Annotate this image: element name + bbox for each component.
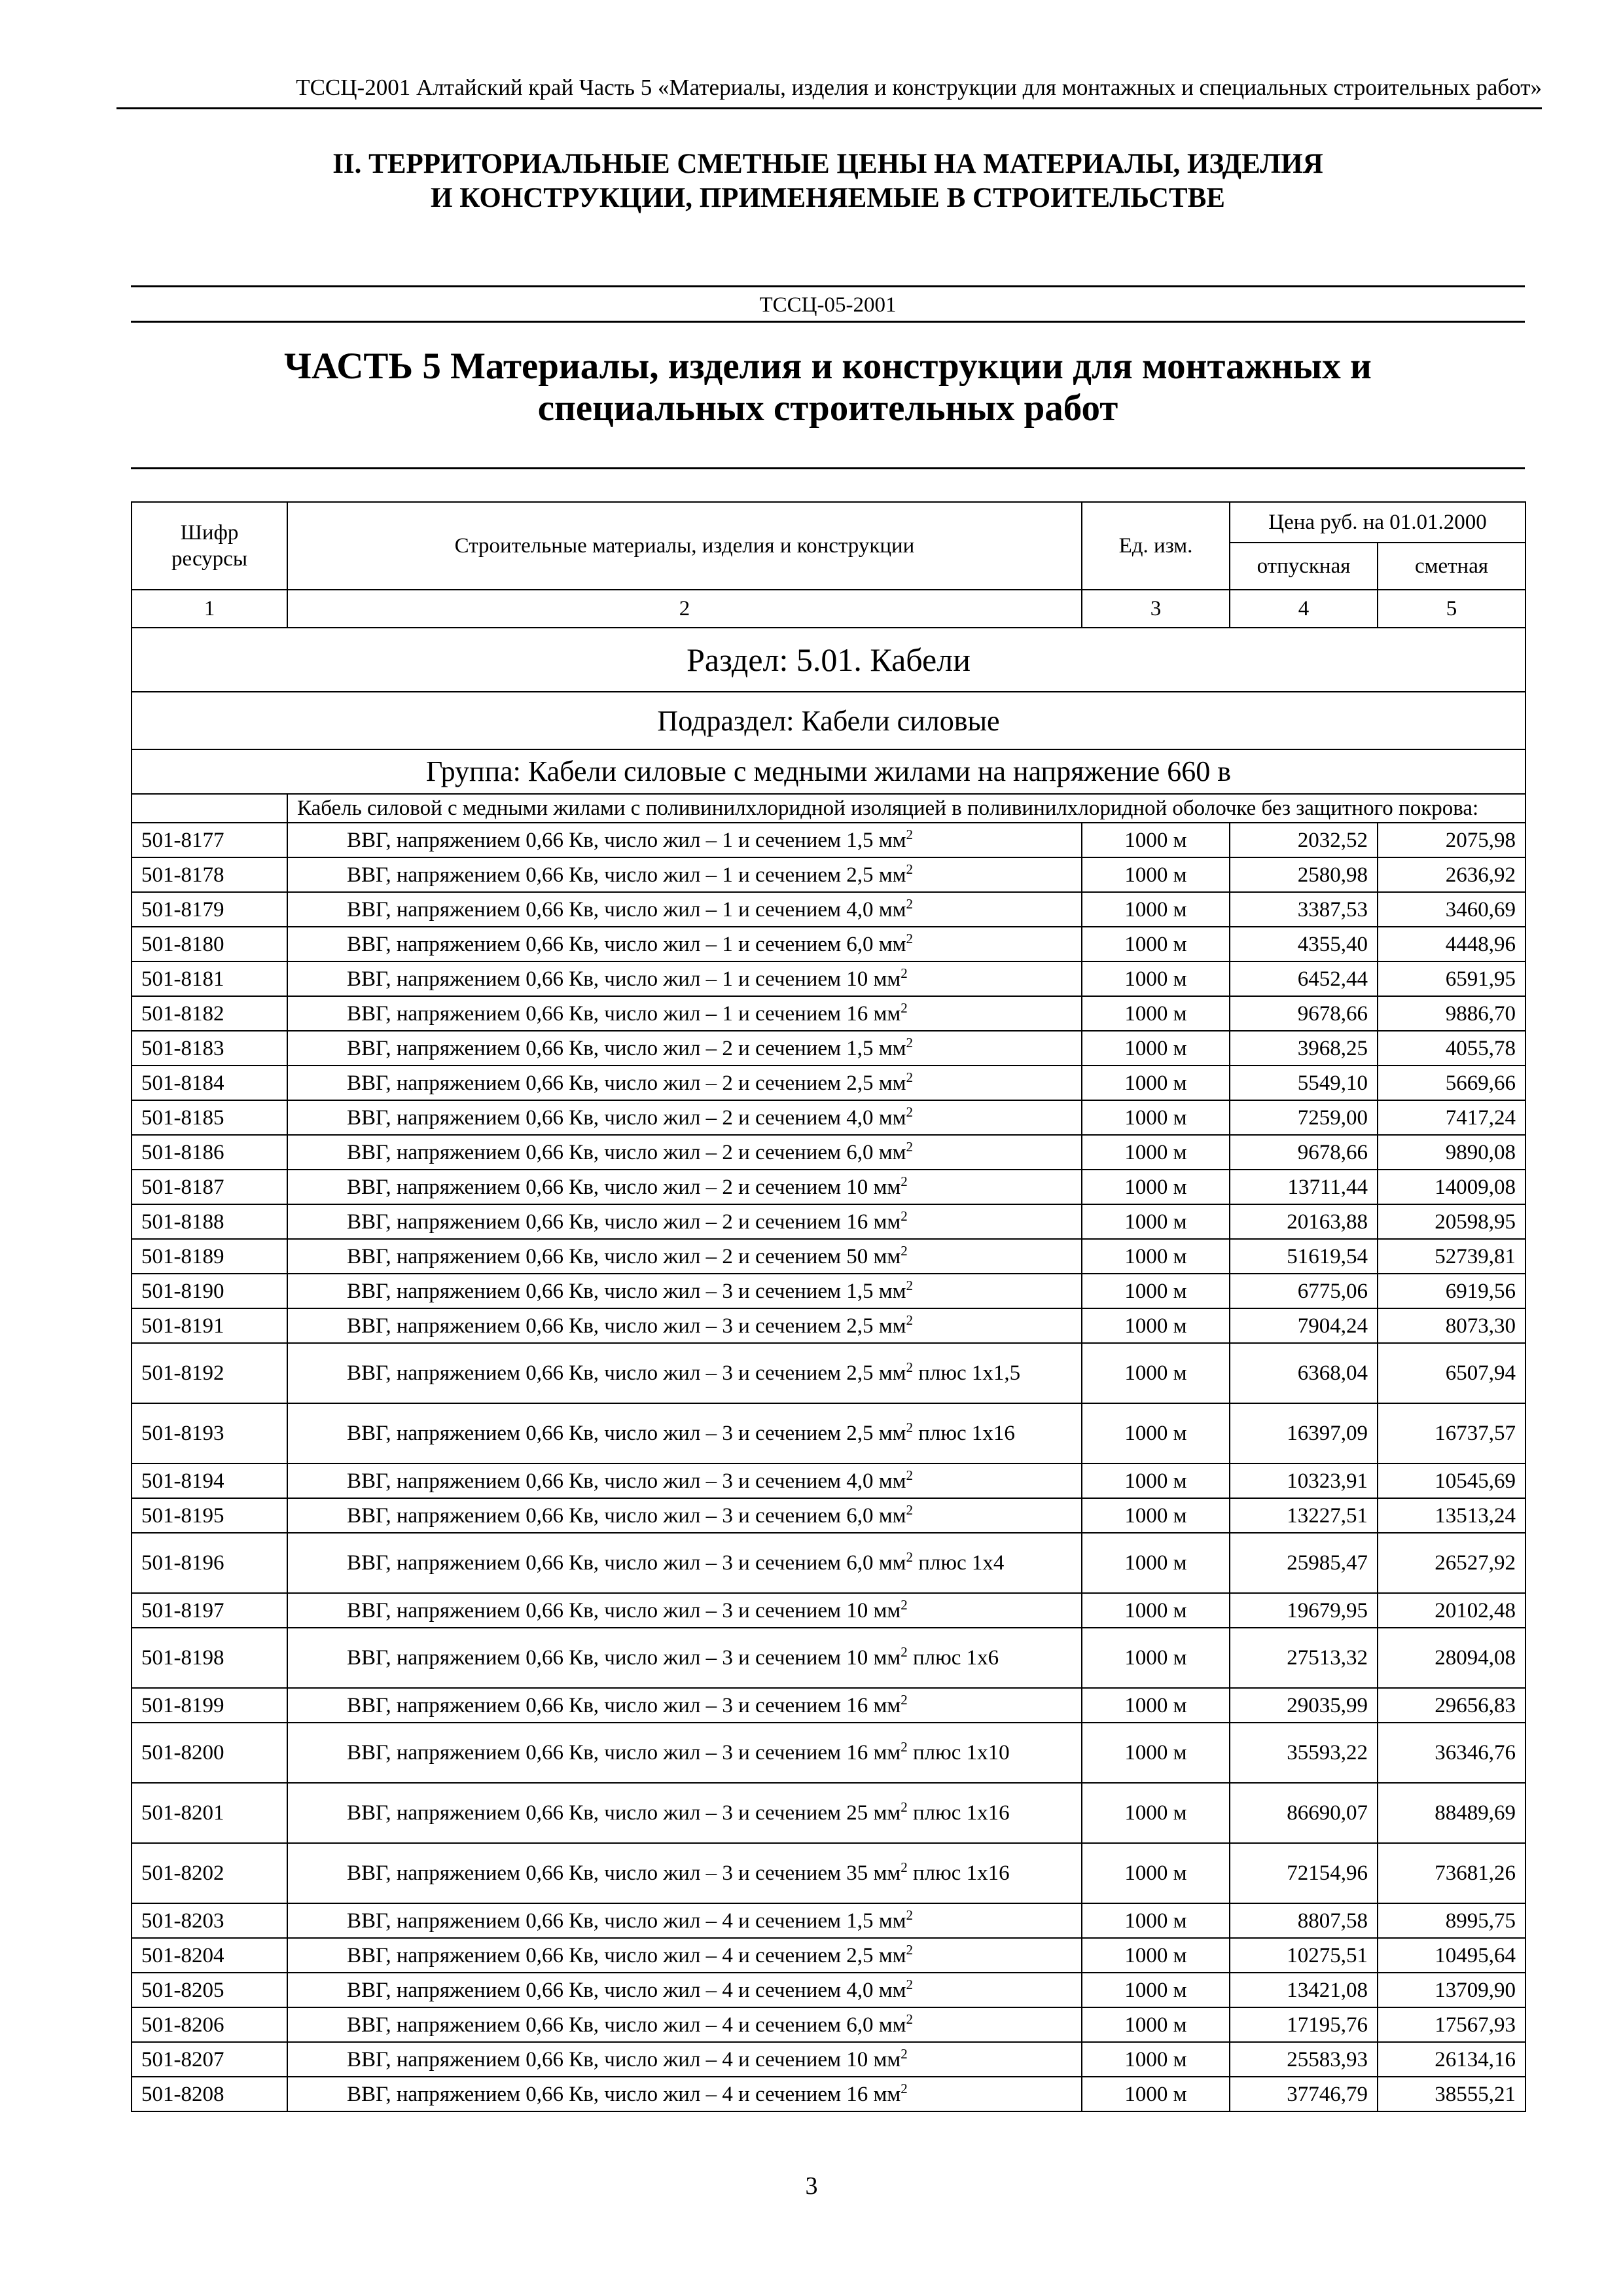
estimate-price: 17567,93 bbox=[1378, 2007, 1525, 2042]
superscript-unit: 2 bbox=[906, 1941, 913, 1958]
unit-value: 1000 м bbox=[1082, 1843, 1230, 1903]
superscript-unit: 2 bbox=[906, 1501, 913, 1518]
estimate-price: 2075,98 bbox=[1378, 823, 1525, 857]
section-heading: Раздел: 5.01. Кабели bbox=[132, 628, 1525, 692]
unit-value: 1000 м bbox=[1082, 1938, 1230, 1973]
unit-value: 1000 м bbox=[1082, 927, 1230, 961]
superscript-unit: 2 bbox=[901, 1242, 908, 1259]
resource-code: 501-8201 bbox=[132, 1783, 287, 1843]
material-name-text: ВВГ, напряжением 0,66 Кв, число жил – 4 и сечением 1,5 мм bbox=[347, 1909, 906, 1933]
material-name bbox=[287, 2077, 1082, 2111]
material-name bbox=[287, 2007, 1082, 2042]
release-price: 3387,53 bbox=[1230, 892, 1378, 927]
estimate-price: 26527,92 bbox=[1378, 1533, 1525, 1593]
resource-code: 501-8198 bbox=[132, 1628, 287, 1688]
superscript-unit: 2 bbox=[901, 965, 908, 981]
table-row bbox=[132, 2077, 1525, 2111]
unit-value: 1000 м bbox=[1082, 2077, 1230, 2111]
material-name-text: ВВГ, напряжением 0,66 Кв, число жил – 3 и сечением 10 мм bbox=[347, 1646, 901, 1670]
code-top-rule bbox=[131, 285, 1525, 287]
superscript-unit: 2 bbox=[906, 2011, 913, 2027]
col-header-unit: Ед. изм. bbox=[1082, 502, 1230, 590]
material-name-text: ВВГ, напряжением 0,66 Кв, число жил – 4 и сечением 10 мм bbox=[347, 2047, 901, 2072]
table-row bbox=[132, 1031, 1525, 1066]
superscript-unit: 2 bbox=[906, 1976, 913, 1992]
superscript-unit: 2 bbox=[901, 1691, 908, 1708]
unit-value: 1000 м bbox=[1082, 1903, 1230, 1938]
release-price: 9678,66 bbox=[1230, 996, 1378, 1031]
col-header-price: Цена руб. на 01.01.2000 bbox=[1230, 502, 1525, 543]
resource-code: 501-8205 bbox=[132, 1973, 287, 2007]
table-row bbox=[132, 1403, 1525, 1463]
material-name-suffix: плюс 1х6 bbox=[907, 1646, 999, 1670]
col-number: 2 bbox=[287, 590, 1082, 628]
material-name-text: ВВГ, напряжением 0,66 Кв, число жил – 3 и сечением 35 мм bbox=[347, 1861, 901, 1885]
unit-value: 1000 м bbox=[1082, 1403, 1230, 1463]
superscript-unit: 2 bbox=[906, 1312, 913, 1328]
material-name bbox=[287, 1308, 1082, 1343]
part-title-line2: специальных строительных работ bbox=[537, 387, 1118, 429]
superscript-unit: 2 bbox=[901, 1644, 908, 1660]
superscript-unit: 2 bbox=[906, 1034, 913, 1050]
release-price: 25985,47 bbox=[1230, 1533, 1378, 1593]
estimate-price: 5669,66 bbox=[1378, 1066, 1525, 1100]
release-price: 5549,10 bbox=[1230, 1066, 1378, 1100]
table-row bbox=[132, 1593, 1525, 1628]
estimate-price: 20102,48 bbox=[1378, 1593, 1525, 1628]
material-name-text: ВВГ, напряжением 0,66 Кв, число жил – 3 и сечением 4,0 мм bbox=[347, 1469, 906, 1493]
material-name bbox=[287, 1593, 1082, 1628]
material-name bbox=[287, 1533, 1082, 1593]
material-name-text: ВВГ, напряжением 0,66 Кв, число жил – 1 и сечением 6,0 мм bbox=[347, 932, 906, 956]
unit-value: 1000 м bbox=[1082, 1308, 1230, 1343]
resource-code: 501-8180 bbox=[132, 927, 287, 961]
material-name bbox=[287, 1031, 1082, 1066]
unit-value: 1000 м bbox=[1082, 2042, 1230, 2077]
release-price: 27513,32 bbox=[1230, 1628, 1378, 1688]
unit-value: 1000 м bbox=[1082, 1723, 1230, 1783]
superscript-unit: 2 bbox=[901, 2080, 908, 2096]
release-price: 10275,51 bbox=[1230, 1938, 1378, 1973]
main-heading bbox=[131, 147, 1525, 215]
unit-value: 1000 м bbox=[1082, 961, 1230, 996]
col-header-code: Шифр ресурсы bbox=[132, 502, 287, 590]
col-header-estimate: сметная bbox=[1378, 543, 1525, 590]
material-name bbox=[287, 996, 1082, 1031]
estimate-price: 29656,83 bbox=[1378, 1688, 1525, 1723]
part-title bbox=[131, 346, 1525, 429]
material-name-text: ВВГ, напряжением 0,66 Кв, число жил – 1 и сечением 4,0 мм bbox=[347, 897, 906, 922]
material-name bbox=[287, 1628, 1082, 1688]
superscript-unit: 2 bbox=[906, 1549, 913, 1565]
material-name bbox=[287, 1100, 1082, 1135]
release-price: 20163,88 bbox=[1230, 1204, 1378, 1239]
resource-code: 501-8203 bbox=[132, 1903, 287, 1938]
material-name bbox=[287, 2042, 1082, 2077]
material-name-text: ВВГ, напряжением 0,66 Кв, число жил – 2 и сечением 6,0 мм bbox=[347, 1140, 906, 1164]
release-price: 16397,09 bbox=[1230, 1403, 1378, 1463]
unit-value: 1000 м bbox=[1082, 1463, 1230, 1498]
resource-code: 501-8183 bbox=[132, 1031, 287, 1066]
table-row bbox=[132, 1463, 1525, 1498]
material-name-text: ВВГ, напряжением 0,66 Кв, число жил – 2 и сечением 50 мм bbox=[347, 1244, 901, 1268]
material-name-suffix: плюс 1х1,5 bbox=[913, 1361, 1021, 1385]
table-row bbox=[132, 1783, 1525, 1843]
resource-code: 501-8195 bbox=[132, 1498, 287, 1533]
estimate-price: 36346,76 bbox=[1378, 1723, 1525, 1783]
release-price: 19679,95 bbox=[1230, 1593, 1378, 1628]
unit-value: 1000 м bbox=[1082, 1100, 1230, 1135]
unit-value: 1000 м bbox=[1082, 1783, 1230, 1843]
material-name-text: ВВГ, напряжением 0,66 Кв, число жил – 2 и сечением 10 мм bbox=[347, 1175, 901, 1199]
table-row bbox=[132, 1343, 1525, 1403]
superscript-unit: 2 bbox=[906, 1359, 913, 1375]
document-code: ТССЦ-05-2001 bbox=[759, 293, 897, 317]
release-price: 7259,00 bbox=[1230, 1100, 1378, 1135]
unit-value: 1000 м bbox=[1082, 857, 1230, 892]
unit-value: 1000 м bbox=[1082, 1628, 1230, 1688]
material-name-suffix: плюс 1х4 bbox=[913, 1551, 1005, 1575]
material-name bbox=[287, 1463, 1082, 1498]
resource-code: 501-8188 bbox=[132, 1204, 287, 1239]
resource-code: 501-8186 bbox=[132, 1135, 287, 1170]
code-bottom-rule bbox=[131, 321, 1525, 323]
table-row bbox=[132, 1533, 1525, 1593]
table-row bbox=[132, 1135, 1525, 1170]
group-description: Кабель силовой с медными жилами с поливинилхлоридной изоляцией в поливинилхлоридной оболочке без защитного покрова: bbox=[287, 794, 1525, 823]
unit-value: 1000 м bbox=[1082, 1170, 1230, 1204]
material-name-text: ВВГ, напряжением 0,66 Кв, число жил – 3 и сечением 6,0 мм bbox=[347, 1551, 906, 1575]
material-name bbox=[287, 1723, 1082, 1783]
resource-code: 501-8200 bbox=[132, 1723, 287, 1783]
material-name bbox=[287, 1938, 1082, 1973]
material-name-text: ВВГ, напряжением 0,66 Кв, число жил – 3 и сечением 1,5 мм bbox=[347, 1279, 906, 1303]
table-row bbox=[132, 857, 1525, 892]
unit-value: 1000 м bbox=[1082, 1498, 1230, 1533]
estimate-price: 9890,08 bbox=[1378, 1135, 1525, 1170]
material-name bbox=[287, 1783, 1082, 1843]
unit-value: 1000 м bbox=[1082, 1274, 1230, 1308]
estimate-price: 3460,69 bbox=[1378, 892, 1525, 927]
material-name-suffix: плюс 1х16 bbox=[913, 1422, 1015, 1445]
material-name-text: ВВГ, напряжением 0,66 Кв, число жил – 3 и сечением 16 мм bbox=[347, 1741, 901, 1765]
release-price: 37746,79 bbox=[1230, 2077, 1378, 2111]
estimate-price: 9886,70 bbox=[1378, 996, 1525, 1031]
release-price: 35593,22 bbox=[1230, 1723, 1378, 1783]
main-heading-line2: И КОНСТРУКЦИИ, ПРИМЕНЯЕМЫЕ В СТРОИТЕЛЬСТВЕ bbox=[431, 183, 1225, 213]
material-name bbox=[287, 1170, 1082, 1204]
material-name-text: ВВГ, напряжением 0,66 Кв, число жил – 2 и сечением 1,5 мм bbox=[347, 1036, 906, 1060]
release-price: 51619,54 bbox=[1230, 1239, 1378, 1274]
superscript-unit: 2 bbox=[906, 895, 913, 912]
material-name-text: ВВГ, напряжением 0,66 Кв, число жил – 1 и сечением 10 мм bbox=[347, 967, 901, 991]
table-row bbox=[132, 1239, 1525, 1274]
material-name bbox=[287, 1498, 1082, 1533]
material-name-text: ВВГ, напряжением 0,66 Кв, число жил – 4 и сечением 2,5 мм bbox=[347, 1943, 906, 1967]
price-table bbox=[131, 501, 1526, 2112]
part-title-rule bbox=[131, 467, 1525, 469]
resource-code: 501-8179 bbox=[132, 892, 287, 927]
release-price: 17195,76 bbox=[1230, 2007, 1378, 2042]
resource-code: 501-8182 bbox=[132, 996, 287, 1031]
material-name-text: ВВГ, напряжением 0,66 Кв, число жил – 2 и сечением 4,0 мм bbox=[347, 1105, 906, 1130]
resource-code: 501-8190 bbox=[132, 1274, 287, 1308]
table-row bbox=[132, 1688, 1525, 1723]
unit-value: 1000 м bbox=[1082, 823, 1230, 857]
col-number: 1 bbox=[132, 590, 287, 628]
superscript-unit: 2 bbox=[906, 1420, 913, 1435]
release-price: 6775,06 bbox=[1230, 1274, 1378, 1308]
material-name-text: ВВГ, напряжением 0,66 Кв, число жил – 1 и сечением 2,5 мм bbox=[347, 863, 906, 887]
release-price: 2032,52 bbox=[1230, 823, 1378, 857]
table-row bbox=[132, 1938, 1525, 1973]
superscript-unit: 2 bbox=[901, 999, 908, 1016]
superscript-unit: 2 bbox=[901, 1799, 908, 1815]
material-name bbox=[287, 1239, 1082, 1274]
superscript-unit: 2 bbox=[901, 1208, 908, 1224]
superscript-unit: 2 bbox=[906, 930, 913, 946]
resource-code: 501-8208 bbox=[132, 2077, 287, 2111]
resource-code: 501-8178 bbox=[132, 857, 287, 892]
resource-code: 501-8192 bbox=[132, 1343, 287, 1403]
resource-code: 501-8197 bbox=[132, 1593, 287, 1628]
estimate-price: 2636,92 bbox=[1378, 857, 1525, 892]
material-name bbox=[287, 1688, 1082, 1723]
superscript-unit: 2 bbox=[906, 1069, 913, 1085]
resource-code: 501-8204 bbox=[132, 1938, 287, 1973]
estimate-price: 52739,81 bbox=[1378, 1239, 1525, 1274]
estimate-price: 10545,69 bbox=[1378, 1463, 1525, 1498]
resource-code: 501-8199 bbox=[132, 1688, 287, 1723]
col-header-release: отпускная bbox=[1230, 543, 1378, 590]
unit-value: 1000 м bbox=[1082, 1973, 1230, 2007]
release-price: 13227,51 bbox=[1230, 1498, 1378, 1533]
table-row bbox=[132, 1274, 1525, 1308]
estimate-price: 8995,75 bbox=[1378, 1903, 1525, 1938]
page-number: 3 bbox=[805, 2172, 818, 2200]
estimate-price: 7417,24 bbox=[1378, 1100, 1525, 1135]
material-name bbox=[287, 823, 1082, 857]
unit-value: 1000 м bbox=[1082, 1239, 1230, 1274]
resource-code: 501-8181 bbox=[132, 961, 287, 996]
material-name bbox=[287, 927, 1082, 961]
table-row bbox=[132, 2007, 1525, 2042]
table-row bbox=[132, 1498, 1525, 1533]
material-name bbox=[287, 892, 1082, 927]
material-name-text: ВВГ, напряжением 0,66 Кв, число жил – 4 и сечением 16 мм bbox=[347, 2082, 901, 2106]
superscript-unit: 2 bbox=[901, 1739, 908, 1755]
col-header-name: Строительные материалы, изделия и конструкции bbox=[287, 502, 1082, 590]
estimate-price: 26134,16 bbox=[1378, 2042, 1525, 2077]
material-name-text: ВВГ, напряжением 0,66 Кв, число жил – 4 и сечением 4,0 мм bbox=[347, 1978, 906, 2002]
release-price: 2580,98 bbox=[1230, 857, 1378, 892]
release-price: 13711,44 bbox=[1230, 1170, 1378, 1204]
material-name-suffix: плюс 1х10 bbox=[907, 1741, 1010, 1765]
estimate-price: 38555,21 bbox=[1378, 2077, 1525, 2111]
resource-code: 501-8194 bbox=[132, 1463, 287, 1498]
superscript-unit: 2 bbox=[901, 2045, 908, 2062]
material-name bbox=[287, 1204, 1082, 1239]
unit-value: 1000 м bbox=[1082, 892, 1230, 927]
material-name-text: ВВГ, напряжением 0,66 Кв, число жил – 3 и сечением 25 мм bbox=[347, 1801, 901, 1825]
superscript-unit: 2 bbox=[906, 861, 913, 877]
estimate-price: 13709,90 bbox=[1378, 1973, 1525, 2007]
unit-value: 1000 м bbox=[1082, 1066, 1230, 1100]
estimate-price: 6591,95 bbox=[1378, 961, 1525, 996]
material-name bbox=[287, 1135, 1082, 1170]
resource-code: 501-8196 bbox=[132, 1533, 287, 1593]
release-price: 10323,91 bbox=[1230, 1463, 1378, 1498]
release-price: 72154,96 bbox=[1230, 1843, 1378, 1903]
col-number: 4 bbox=[1230, 590, 1378, 628]
table-row bbox=[132, 2042, 1525, 2077]
col-number: 5 bbox=[1378, 590, 1525, 628]
estimate-price: 20598,95 bbox=[1378, 1204, 1525, 1239]
material-name-text: ВВГ, напряжением 0,66 Кв, число жил – 3 и сечением 2,5 мм bbox=[347, 1314, 906, 1338]
col-number: 3 bbox=[1082, 590, 1230, 628]
group-heading: Группа: Кабели силовые с медными жилами на напряжение 660 в bbox=[132, 749, 1525, 794]
estimate-price: 4448,96 bbox=[1378, 927, 1525, 961]
resource-code: 501-8177 bbox=[132, 823, 287, 857]
unit-value: 1000 м bbox=[1082, 1688, 1230, 1723]
table-row bbox=[132, 996, 1525, 1031]
part-title-line1: ЧАСТЬ 5 Материалы, изделия и конструкции для монтажных и bbox=[284, 346, 1372, 387]
estimate-price: 6919,56 bbox=[1378, 1274, 1525, 1308]
resource-code: 501-8185 bbox=[132, 1100, 287, 1135]
estimate-price: 4055,78 bbox=[1378, 1031, 1525, 1066]
table-row bbox=[132, 1066, 1525, 1100]
main-heading-line1: II. ТЕРРИТОРИАЛЬНЫЕ СМЕТНЫЕ ЦЕНЫ НА МАТЕРИАЛЫ, ИЗДЕЛИЯ bbox=[332, 149, 1323, 179]
material-name bbox=[287, 1403, 1082, 1463]
superscript-unit: 2 bbox=[906, 1103, 913, 1120]
table-row bbox=[132, 892, 1525, 927]
release-price: 6368,04 bbox=[1230, 1343, 1378, 1403]
superscript-unit: 2 bbox=[901, 1596, 908, 1613]
resource-code: 501-8189 bbox=[132, 1239, 287, 1274]
material-name-text: ВВГ, напряжением 0,66 Кв, число жил – 1 и сечением 16 мм bbox=[347, 1001, 901, 1026]
estimate-price: 10495,64 bbox=[1378, 1938, 1525, 1973]
superscript-unit: 2 bbox=[906, 1138, 913, 1155]
table-row bbox=[132, 1100, 1525, 1135]
estimate-price: 6507,94 bbox=[1378, 1343, 1525, 1403]
material-name bbox=[287, 1903, 1082, 1938]
unit-value: 1000 м bbox=[1082, 996, 1230, 1031]
superscript-unit: 2 bbox=[906, 1277, 913, 1293]
material-name-text: ВВГ, напряжением 0,66 Кв, число жил – 2 и сечением 16 мм bbox=[347, 1210, 901, 1234]
release-price: 86690,07 bbox=[1230, 1783, 1378, 1843]
superscript-unit: 2 bbox=[906, 1907, 913, 1923]
material-name-text: ВВГ, напряжением 0,66 Кв, число жил – 1 и сечением 1,5 мм bbox=[347, 828, 906, 852]
estimate-price: 73681,26 bbox=[1378, 1843, 1525, 1903]
unit-value: 1000 м bbox=[1082, 1135, 1230, 1170]
release-price: 29035,99 bbox=[1230, 1688, 1378, 1723]
table-row bbox=[132, 1973, 1525, 2007]
unit-value: 1000 м bbox=[1082, 1343, 1230, 1403]
material-name-text: ВВГ, напряжением 0,66 Кв, число жил – 3 и сечением 2,5 мм bbox=[347, 1361, 906, 1385]
subsection-heading: Подраздел: Кабели силовые bbox=[132, 692, 1525, 749]
table-row bbox=[132, 961, 1525, 996]
estimate-price: 88489,69 bbox=[1378, 1783, 1525, 1843]
material-name bbox=[287, 1066, 1082, 1100]
material-name bbox=[287, 1274, 1082, 1308]
material-name-suffix: плюс 1х16 bbox=[907, 1801, 1010, 1825]
table-row bbox=[132, 1628, 1525, 1688]
table-row bbox=[132, 1204, 1525, 1239]
material-name-text: ВВГ, напряжением 0,66 Кв, число жил – 3 и сечением 2,5 мм bbox=[347, 1422, 906, 1445]
estimate-price: 14009,08 bbox=[1378, 1170, 1525, 1204]
superscript-unit: 2 bbox=[906, 826, 913, 842]
material-name bbox=[287, 1343, 1082, 1403]
superscript-unit: 2 bbox=[906, 1467, 913, 1483]
table-row bbox=[132, 1723, 1525, 1783]
resource-code: 501-8191 bbox=[132, 1308, 287, 1343]
table-row bbox=[132, 823, 1525, 857]
resource-code: 501-8202 bbox=[132, 1843, 287, 1903]
table-row bbox=[132, 1843, 1525, 1903]
resource-code: 501-8206 bbox=[132, 2007, 287, 2042]
resource-code: 501-8187 bbox=[132, 1170, 287, 1204]
resource-code: 501-8193 bbox=[132, 1403, 287, 1463]
release-price: 8807,58 bbox=[1230, 1903, 1378, 1938]
unit-value: 1000 м bbox=[1082, 1031, 1230, 1066]
table-row bbox=[132, 1903, 1525, 1938]
superscript-unit: 2 bbox=[901, 1173, 908, 1189]
estimate-price: 8073,30 bbox=[1378, 1308, 1525, 1343]
estimate-price: 13513,24 bbox=[1378, 1498, 1525, 1533]
resource-code: 501-8184 bbox=[132, 1066, 287, 1100]
material-name bbox=[287, 961, 1082, 996]
release-price: 9678,66 bbox=[1230, 1135, 1378, 1170]
resource-code: 501-8207 bbox=[132, 2042, 287, 2077]
table-row bbox=[132, 927, 1525, 961]
material-name-text: ВВГ, напряжением 0,66 Кв, число жил – 3 и сечением 6,0 мм bbox=[347, 1503, 906, 1528]
release-price: 3968,25 bbox=[1230, 1031, 1378, 1066]
table-row bbox=[132, 1170, 1525, 1204]
material-name-text: ВВГ, напряжением 0,66 Кв, число жил – 3 и сечением 16 мм bbox=[347, 1693, 901, 1717]
superscript-unit: 2 bbox=[901, 1859, 908, 1875]
release-price: 4355,40 bbox=[1230, 927, 1378, 961]
material-name-text: ВВГ, напряжением 0,66 Кв, число жил – 2 и сечением 2,5 мм bbox=[347, 1071, 906, 1095]
table-row bbox=[132, 1308, 1525, 1343]
material-name bbox=[287, 1973, 1082, 2007]
release-price: 25583,93 bbox=[1230, 2042, 1378, 2077]
unit-value: 1000 м bbox=[1082, 1204, 1230, 1239]
release-price: 7904,24 bbox=[1230, 1308, 1378, 1343]
release-price: 13421,08 bbox=[1230, 1973, 1378, 2007]
estimate-price: 16737,57 bbox=[1378, 1403, 1525, 1463]
material-name bbox=[287, 857, 1082, 892]
estimate-price: 28094,08 bbox=[1378, 1628, 1525, 1688]
material-name-text: ВВГ, напряжением 0,66 Кв, число жил – 4 и сечением 6,0 мм bbox=[347, 2013, 906, 2037]
release-price: 6452,44 bbox=[1230, 961, 1378, 996]
material-name bbox=[287, 1843, 1082, 1903]
material-name-suffix: плюс 1х16 bbox=[907, 1861, 1010, 1885]
unit-value: 1000 м bbox=[1082, 1593, 1230, 1628]
unit-value: 1000 м bbox=[1082, 1533, 1230, 1593]
unit-value: 1000 м bbox=[1082, 2007, 1230, 2042]
material-name-text: ВВГ, напряжением 0,66 Кв, число жил – 3 и сечением 10 мм bbox=[347, 1598, 901, 1623]
running-header: ТССЦ-2001 Алтайский край Часть 5 «Материалы, изделия и конструкции для монтажных и специальных строительных работ» bbox=[116, 73, 1542, 109]
